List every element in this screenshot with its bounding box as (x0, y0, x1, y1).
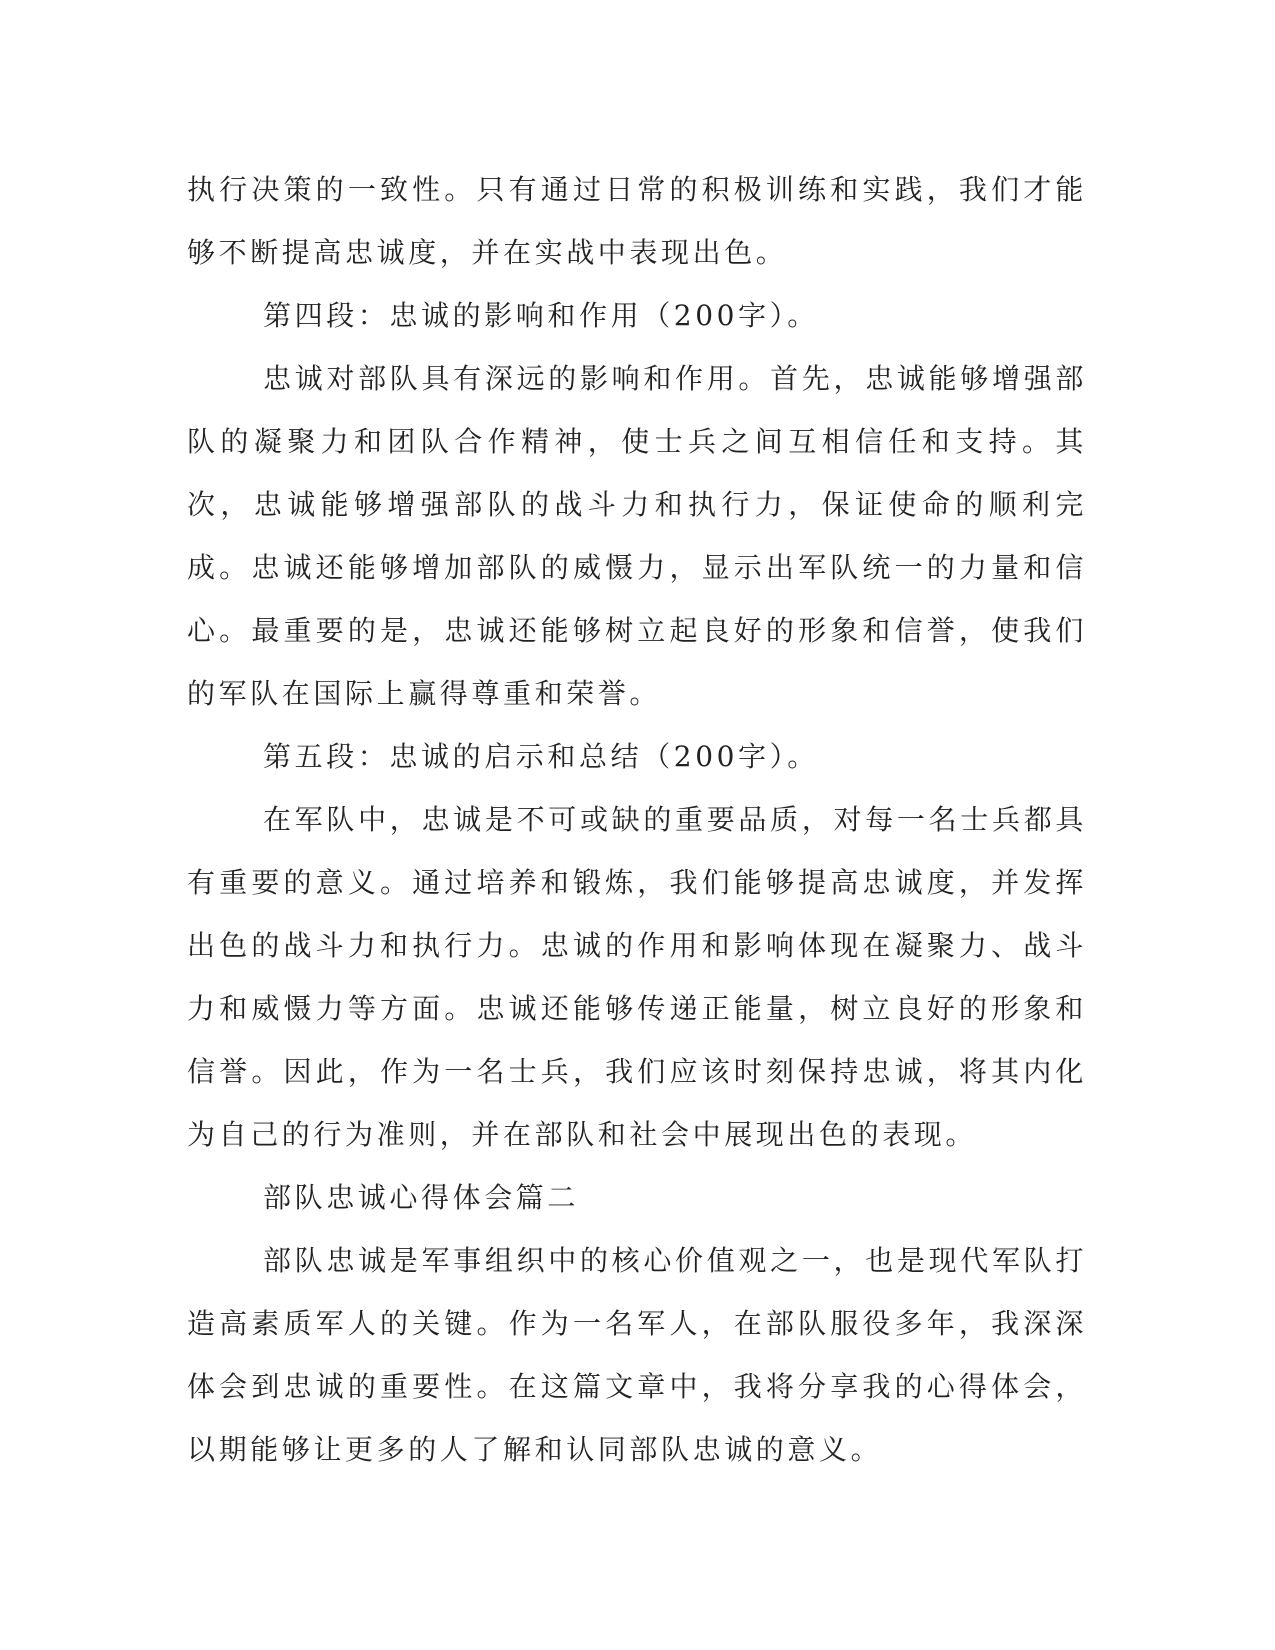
document-body (187, 158, 1087, 1481)
article-title-part-2: 部队忠诚心得体会篇二 (263, 1181, 580, 1214)
paragraph-introduction: 部队忠诚是军事组织中的核心价值观之一，也是现代军队打造高素质军人的关键。作为一名军人，在部队服役多年，我深深体会到忠诚的重要性。在这篇文章中，我将分享我的心得体会，以期能够让更多的人了解和认同部队忠诚的意义。 (187, 1244, 1087, 1466)
paragraph-continuation: 执行决策的一致性。只有通过日常的积极训练和实践，我们才能够不断提高忠诚度，并在实战中表现出色。 (187, 173, 1087, 269)
section-heading-4: 第四段：忠诚的影响和作用（200字）。 (263, 299, 819, 332)
section-heading-5: 第五段：忠诚的启示和总结（200字）。 (263, 740, 819, 773)
paragraph-influence: 忠诚对部队具有深远的影响和作用。首先，忠诚能够增强部队的凝聚力和团队合作精神，使士兵之间互相信任和支持。其次，忠诚能够增强部队的战斗力和执行力，保证使命的顺利完成。忠诚还能够增加部队的威慑力，显示出军队统一的力量和信心。最重要的是，忠诚还能够树立起良好的形象和信誉，使我们的军队在国际上赢得尊重和荣誉。 (187, 362, 1087, 710)
paragraph-summary: 在军队中，忠诚是不可或缺的重要品质，对每一名士兵都具有重要的意义。通过培养和锻炼，我们能够提高忠诚度，并发挥出色的战斗力和执行力。忠诚的作用和影响体现在凝聚力、战斗力和威慑力等方面。忠诚还能够传递正能量，树立良好的形象和信誉。因此，作为一名士兵，我们应该时刻保持忠诚，将其内化为自己的行为准则，并在部队和社会中展现出色的表现。 (187, 803, 1087, 1151)
